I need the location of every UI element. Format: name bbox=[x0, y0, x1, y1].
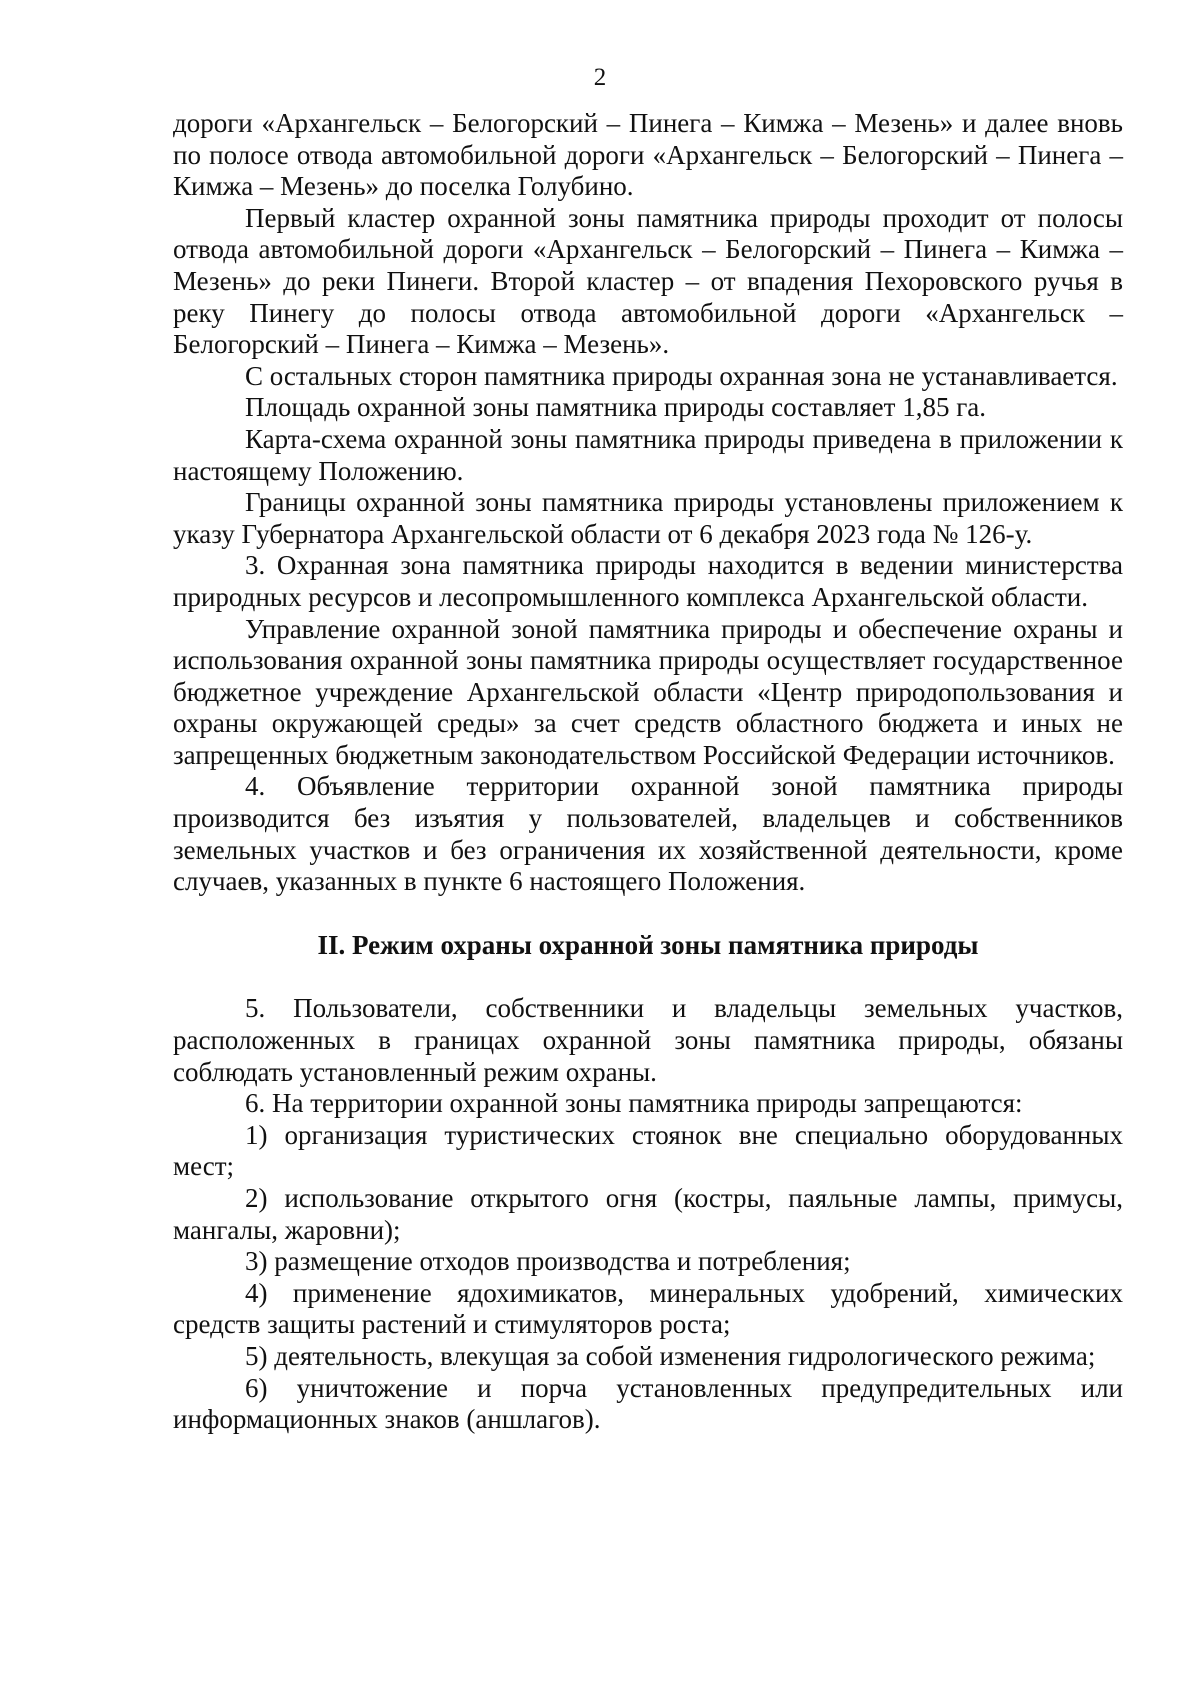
paragraph-clusters: Первый кластер охранной зоны памятника природы проходит от полосы отвода автомобильной дороги «Архангельск – Белогорский – Пинега – Кимжа – Мезень» до реки Пинеги. Второй кластер – от впадения Пехоровского ручья в реку Пинегу до полосы отвода автомобильной дороги «Архангельск – Белогорский – Пинега – Кимжа – Мезень». bbox=[173, 202, 1123, 360]
paragraph-map-scheme: Карта-схема охранной зоны памятника природы приведена в приложении к настоящему Положению. bbox=[173, 423, 1123, 486]
list-item-5: 5) деятельность, влекущая за собой изменения гидрологического режима; bbox=[245, 1340, 1096, 1371]
list-item-1: 1) организация туристических стоянок вне специально оборудованных мест; bbox=[173, 1119, 1123, 1182]
paragraph-management: Управление охранной зоной памятника природы и обеспечение охраны и использования охранной зоны памятника природы осуществляет государственное бюджетное учреждение Архангельской области «Центр природопользования и охраны окружающей среды» за счет средств областного бюджета и иных не запрещенных бюджетным законодательством Российской Федерации источников. bbox=[173, 613, 1123, 770]
list-item-6: 6) уничтожение и порча установленных предупредительных или информационных знаков (аншлагов). bbox=[173, 1372, 1123, 1435]
paragraph-area: Площадь охранной зоны памятника природы составляет 1,85 га. bbox=[245, 392, 987, 423]
paragraph-item-3: 3. Охранная зона памятника природы находится в ведении министерства природных ресурсов и лесопромышленного комплекса Архангельской области. bbox=[173, 550, 1123, 612]
section-heading: II. Режим охраны охранной зоны памятника природы bbox=[317, 929, 979, 960]
list-item-4: 4) применение ядохимикатов, минеральных удобрений, химических средств защиты растений и стимуляторов роста; bbox=[173, 1277, 1123, 1340]
paragraph-continuation: дороги «Архангельск – Белогорский – Пинега – Кимжа – Мезень» и далее вновь по полосе отвода автомобильной дороги «Архангельск – Белогорский – Пинега – Кимжа – Мезень» до поселка Голубино. bbox=[173, 108, 1123, 202]
paragraph-item-4: 4. Объявление территории охранной зоной памятника природы производится без изъятия у пользователей, владельцев и собственников земельных участков и без ограничения их хозяйственной деятельности, кроме случаев, указанных в пункте 6 настоящего Положения. bbox=[173, 771, 1123, 897]
paragraph-boundaries: Границы охранной зоны памятника природы установлены приложением к указу Губернатора Архангельской области от 6 декабря 2023 года № 126-у. bbox=[173, 487, 1123, 549]
paragraph-other-sides: С остальных сторон памятника природы охранная зона не устанавливается. bbox=[245, 360, 1118, 391]
paragraph-item-6: 6. На территории охранной зоны памятника природы запрещаются: bbox=[245, 1088, 1023, 1119]
page-number: 2 bbox=[593, 64, 607, 91]
paragraph-item-5: 5. Пользователи, собственники и владельцы земельных участков, расположенных в границах охранной зоны памятника природы, обязаны соблюдать установленный режим охраны. bbox=[173, 993, 1123, 1087]
list-item-3: 3) размещение отходов производства и потребления; bbox=[245, 1246, 851, 1277]
document-body bbox=[173, 108, 1123, 1436]
list-item-2: 2) использование открытого огня (костры, паяльные лампы, примусы, мангалы, жаровни); bbox=[173, 1183, 1123, 1245]
